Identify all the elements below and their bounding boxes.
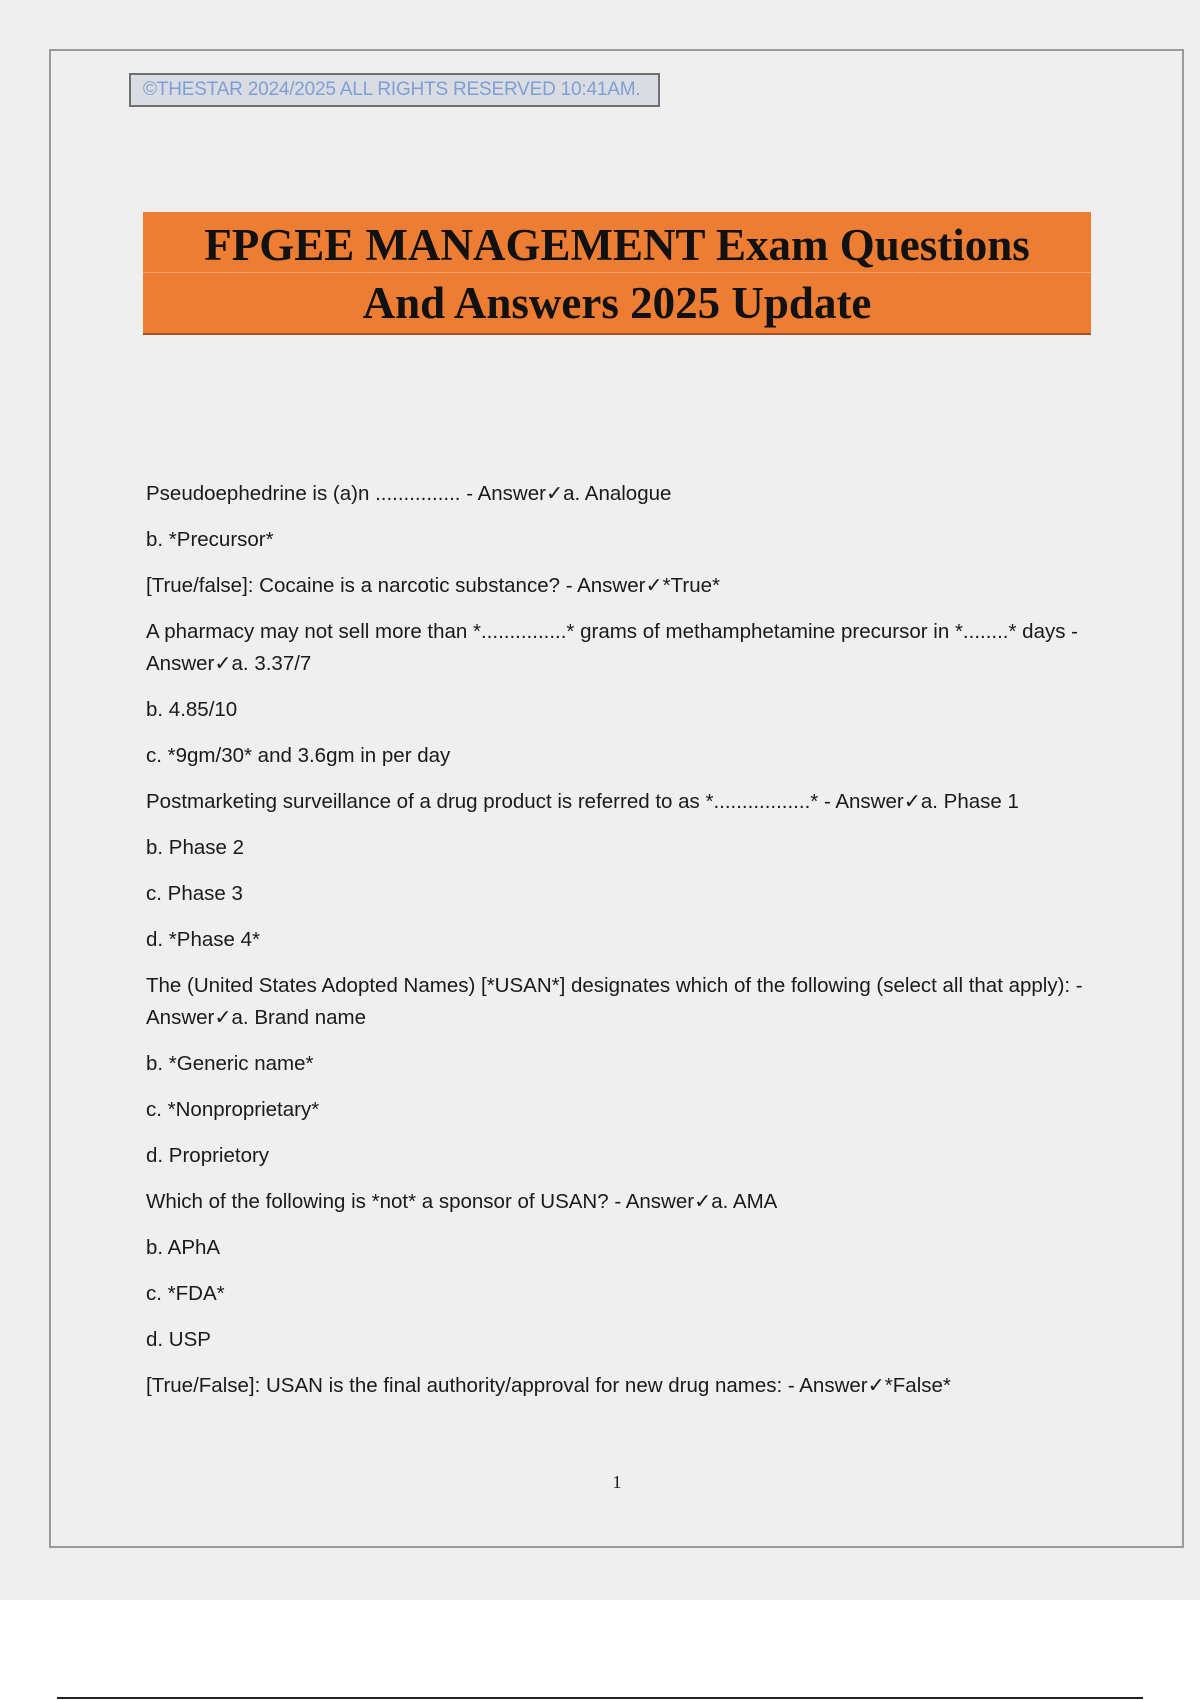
text-line: b. 4.85/10	[146, 698, 238, 721]
text-line: The (United States Adopted Names) [*USAN*] designates which of the following (select all that apply): - Answer✓a. Brand name	[146, 974, 1083, 1029]
text-line: d. USP	[146, 1328, 211, 1351]
text-line: c. *FDA*	[146, 1282, 225, 1305]
copyright-watermark: ©THESTAR 2024/2025 ALL RIGHTS RESERVED 10:41AM.	[129, 73, 660, 107]
text-line: Which of the following is *not* a sponsor of USAN? - Answer✓a. AMA	[146, 1190, 778, 1213]
text-line: Postmarketing surveillance of a drug product is referred to as *.................* - Answer✓a. Phase 1	[146, 790, 1019, 813]
text-line: b. APhA	[146, 1236, 221, 1259]
text-line: c. *9gm/30* and 3.6gm in per day	[146, 744, 451, 767]
title-banner	[143, 212, 1091, 335]
text-line: A pharmacy may not sell more than *...............* grams of methamphetamine precursor in *........* days - Answer✓a. 3.37/7	[146, 620, 1078, 675]
text-line: Pseudoephedrine is (a)n ............... - Answer✓a. Analogue	[146, 482, 672, 505]
title-divider	[143, 272, 1091, 273]
title-line-1: FPGEE MANAGEMENT Exam Questions	[204, 220, 1030, 270]
text-line: b. Phase 2	[146, 836, 245, 859]
bottom-rule	[57, 1697, 1143, 1699]
text-line: b. *Generic name*	[146, 1052, 314, 1075]
text-line: [True/False]: USAN is the final authority/approval for new drug names: - Answer✓*False*	[146, 1374, 951, 1397]
question-list	[146, 478, 1092, 1416]
text-line: c. Phase 3	[146, 882, 243, 905]
text-line: d. Proprietory	[146, 1144, 270, 1167]
text-line: d. *Phase 4*	[146, 928, 260, 951]
text-line: c. *Nonproprietary*	[146, 1098, 320, 1121]
title-line-2: And Answers 2025 Update	[362, 278, 872, 328]
text-line: [True/false]: Cocaine is a narcotic substance? - Answer✓*True*	[146, 574, 720, 597]
text-line: b. *Precursor*	[146, 528, 274, 551]
page-number: 1	[612, 1472, 622, 1492]
